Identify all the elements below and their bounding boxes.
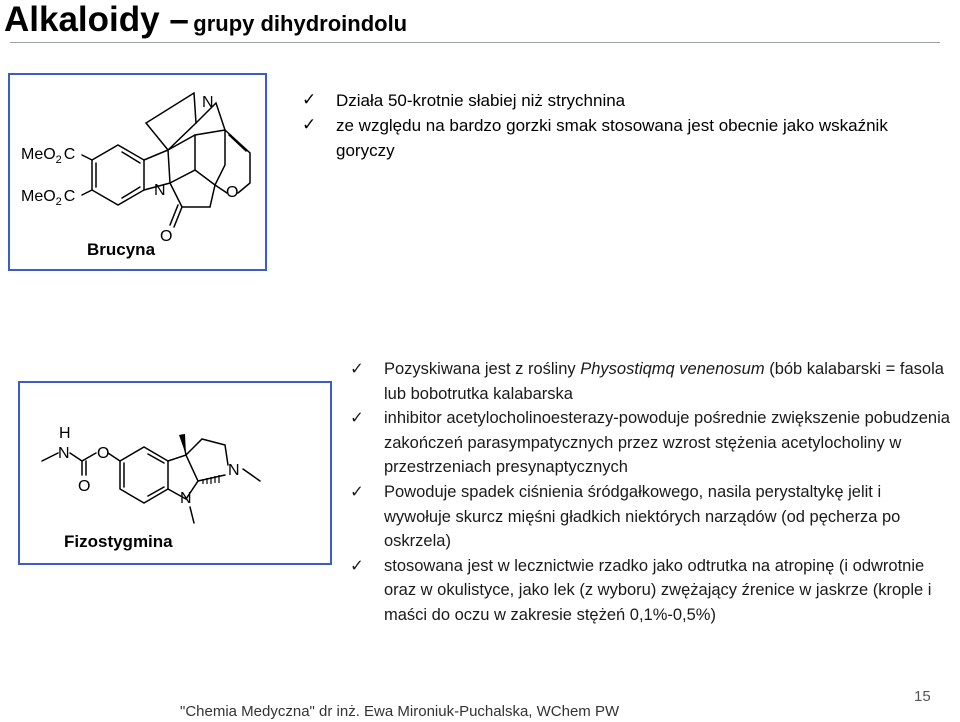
fizostygmina-structure-box — [18, 381, 332, 565]
brucyna-atom-meo2c-bottom: MeO$_2$ C — [21, 188, 76, 208]
brucyna-bullet-text-1: Działa 50-krotnie słabiej niż strychnina — [336, 91, 626, 110]
fizostygmina-atom-o-carbonyl: O — [78, 478, 91, 495]
title-divider — [10, 42, 940, 43]
check-icon: ✓ — [350, 359, 364, 378]
brucyna-bullet-2 — [302, 113, 902, 163]
fizostygmina-atom-o-ester: O — [97, 445, 110, 462]
check-icon: ✓ — [350, 481, 364, 501]
fizostygmina-bullet-2 — [350, 406, 950, 480]
fizostygmina-bullet-3 — [350, 480, 950, 554]
brucyna-bullet-list — [302, 88, 902, 163]
fizostygmina-bullet-text-1-after: (bób kalabarski = fasola lub bobotrutka kalabarska — [384, 360, 944, 403]
fizostygmina-bullet-1 — [350, 357, 950, 406]
fizostygmina-bullet-text-1-italic: Physostiqmq venenosum — [580, 360, 765, 378]
brucyna-bullet-1 — [302, 88, 902, 113]
brucyna-structure-box — [8, 73, 267, 271]
check-icon: ✓ — [350, 408, 364, 428]
fizostygmina-bullet-4 — [350, 554, 950, 628]
fizostygmina-atom-h: H — [59, 425, 71, 442]
check-icon: ✓ — [350, 555, 364, 575]
fizostygmina-atom-n-ring-right: N — [228, 462, 240, 479]
page-number: 15 — [914, 688, 931, 705]
title-subtitle: grupy dihydroindolu — [193, 11, 408, 36]
fizostygmina-name: Fizostygmina — [64, 532, 173, 551]
brucyna-name: Brucyna — [87, 240, 156, 259]
slide-title — [4, 0, 407, 40]
title-main: Alkaloidy – — [4, 0, 189, 39]
brucyna-atom-n-top: N — [202, 94, 214, 111]
fizostygmina-bullet-text-1-before: Pozyskiwana jest z rośliny — [384, 360, 581, 378]
fizostygmina-bullet-text-2: inhibitor acetylocholinoesterazy-powoduje pośrednie zwiększenie pobudzenia zakończeń parasympatycznych przez wzrost stężenia acetylocholiny w przestrzeniach presynaptycznych — [384, 409, 950, 477]
fizostygmina-bullet-list — [350, 357, 950, 628]
brucyna-atom-o-keto: O — [160, 228, 173, 245]
fizostygmina-bullet-text-3: Powoduje spadek ciśnienia śródgałkowego, nasila perystaltykę jelit i wywołuje skurcz mięśni gładkich niektórych narządów (od pęcherza po oskrzela) — [384, 482, 901, 551]
fizostygmina-atom-n-carbamate: N — [58, 445, 70, 462]
brucyna-atom-meo2c-top: MeO$_2$ C — [21, 146, 76, 166]
brucyna-atom-o-ring: O — [226, 184, 239, 201]
check-icon: ✓ — [302, 115, 317, 135]
footer-credit: "Chemia Medyczna" dr inż. Ewa Mironiuk-Puchalska, WChem PW — [180, 703, 620, 720]
fizostygmina-atom-n-ring-bottom: N — [180, 490, 192, 507]
brucyna-atom-n-mid: N — [154, 182, 166, 199]
brucyna-bullet-text-2: ze względu na bardzo gorzki smak stosowana jest obecnie jako wskaźnik goryczy — [336, 116, 888, 160]
check-icon: ✓ — [302, 90, 317, 110]
fizostygmina-bullet-text-4: stosowana jest w lecznictwie rzadko jako odtrutka na atropinę (i odwrotnie oraz w okulistyce, jako lek (z wyboru) zwężający źrenice w jaskrze (krople i maści do oczu w zakresie stężeń 0,1%-0,5%) — [384, 556, 932, 624]
